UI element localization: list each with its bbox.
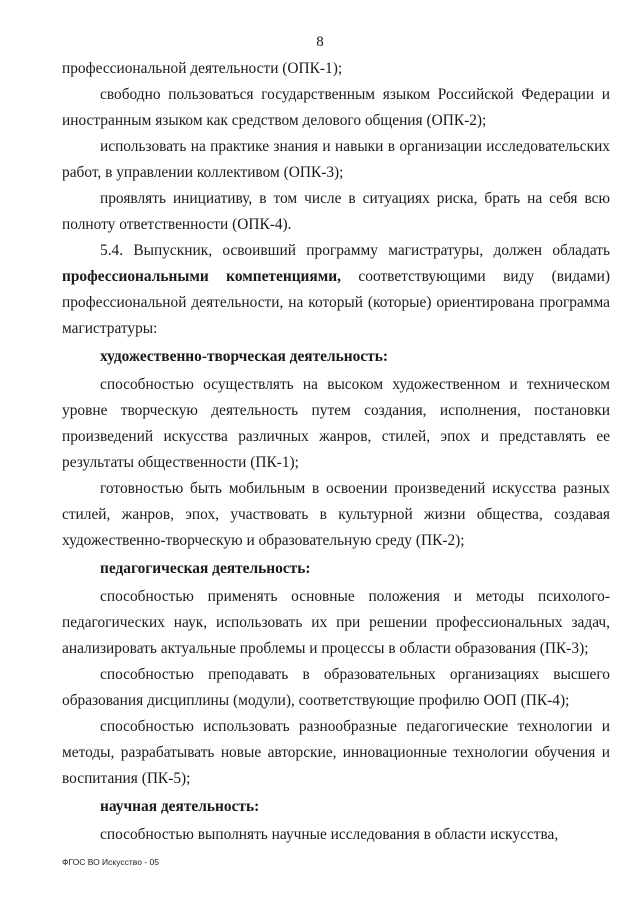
footer-document-code: ФГОС ВО Искусство - 05 xyxy=(62,857,159,867)
section-5-4-rest: соответствующими виду (видами) профессиональной деятельности, на который (которые) ориентирована программа магистратуры: xyxy=(62,268,611,337)
heading-artistic-creative: художественно-творческая деятельность: xyxy=(100,348,388,365)
paragraph-pk-4: способностью преподавать в образовательных организациях высшего образования дисциплины (модули), соответствующие профилю ООП (ПК-4); xyxy=(62,666,610,709)
paragraph-opk-2: свободно пользоваться государственным языком Российской Федерации и иностранным языком как средством делового общения (ОПК-2); xyxy=(62,86,610,129)
heading-scientific: научная деятельность: xyxy=(100,798,260,815)
section-5-4-intro: 5.4. Выпускник, освоивший программу магистратуры, должен обладать xyxy=(100,242,610,259)
page-number: 8 xyxy=(316,34,324,50)
paragraph-scientific-research: способностью выполнять научные исследования в области искусства, xyxy=(100,826,559,843)
paragraph-pk-3: способностью применять основные положения и методы психолого-педагогических наук, использовать их при решении профессиональных задач, анализировать актуальные проблемы и процессы в области образования (ПК-3); xyxy=(62,588,610,657)
paragraph-pk-2: готовностью быть мобильным в освоении произведений искусства разных стилей, жанров, эпох, участвовать в культурной жизни общества, создавая художественно-творческую и образовательную среду (ПК-2); xyxy=(62,480,610,549)
heading-pedagogical: педагогическая деятельность: xyxy=(100,560,311,577)
paragraph-pk-1: способностью осуществлять на высоком художественном и техническом уровне творческую деятельность путем создания, исполнения, постановки произведений искусства различных жанров, стилей, эпох и представлять ее результаты общественности (ПК-1); xyxy=(62,376,610,471)
paragraph-opk-3: использовать на практике знания и навыки в организации исследовательских работ, в управлении коллективом (ОПК-3); xyxy=(62,138,610,181)
paragraph-opk-4: проявлять инициативу, в том числе в ситуациях риска, брать на себя всю полноту ответственности (ОПК-4). xyxy=(62,190,610,233)
paragraph-section-5-4 xyxy=(62,238,610,342)
paragraph-continuation: профессиональной деятельности (ОПК-1); xyxy=(62,60,343,77)
document-body xyxy=(62,56,610,848)
paragraph-pk-5: способностью использовать разнообразные педагогические технологии и методы, разрабатывать новые авторские, инновационные технологии обучения и воспитания (ПК-5); xyxy=(62,718,610,787)
professional-competencies-term: профессиональными компетенциями, xyxy=(62,268,341,285)
